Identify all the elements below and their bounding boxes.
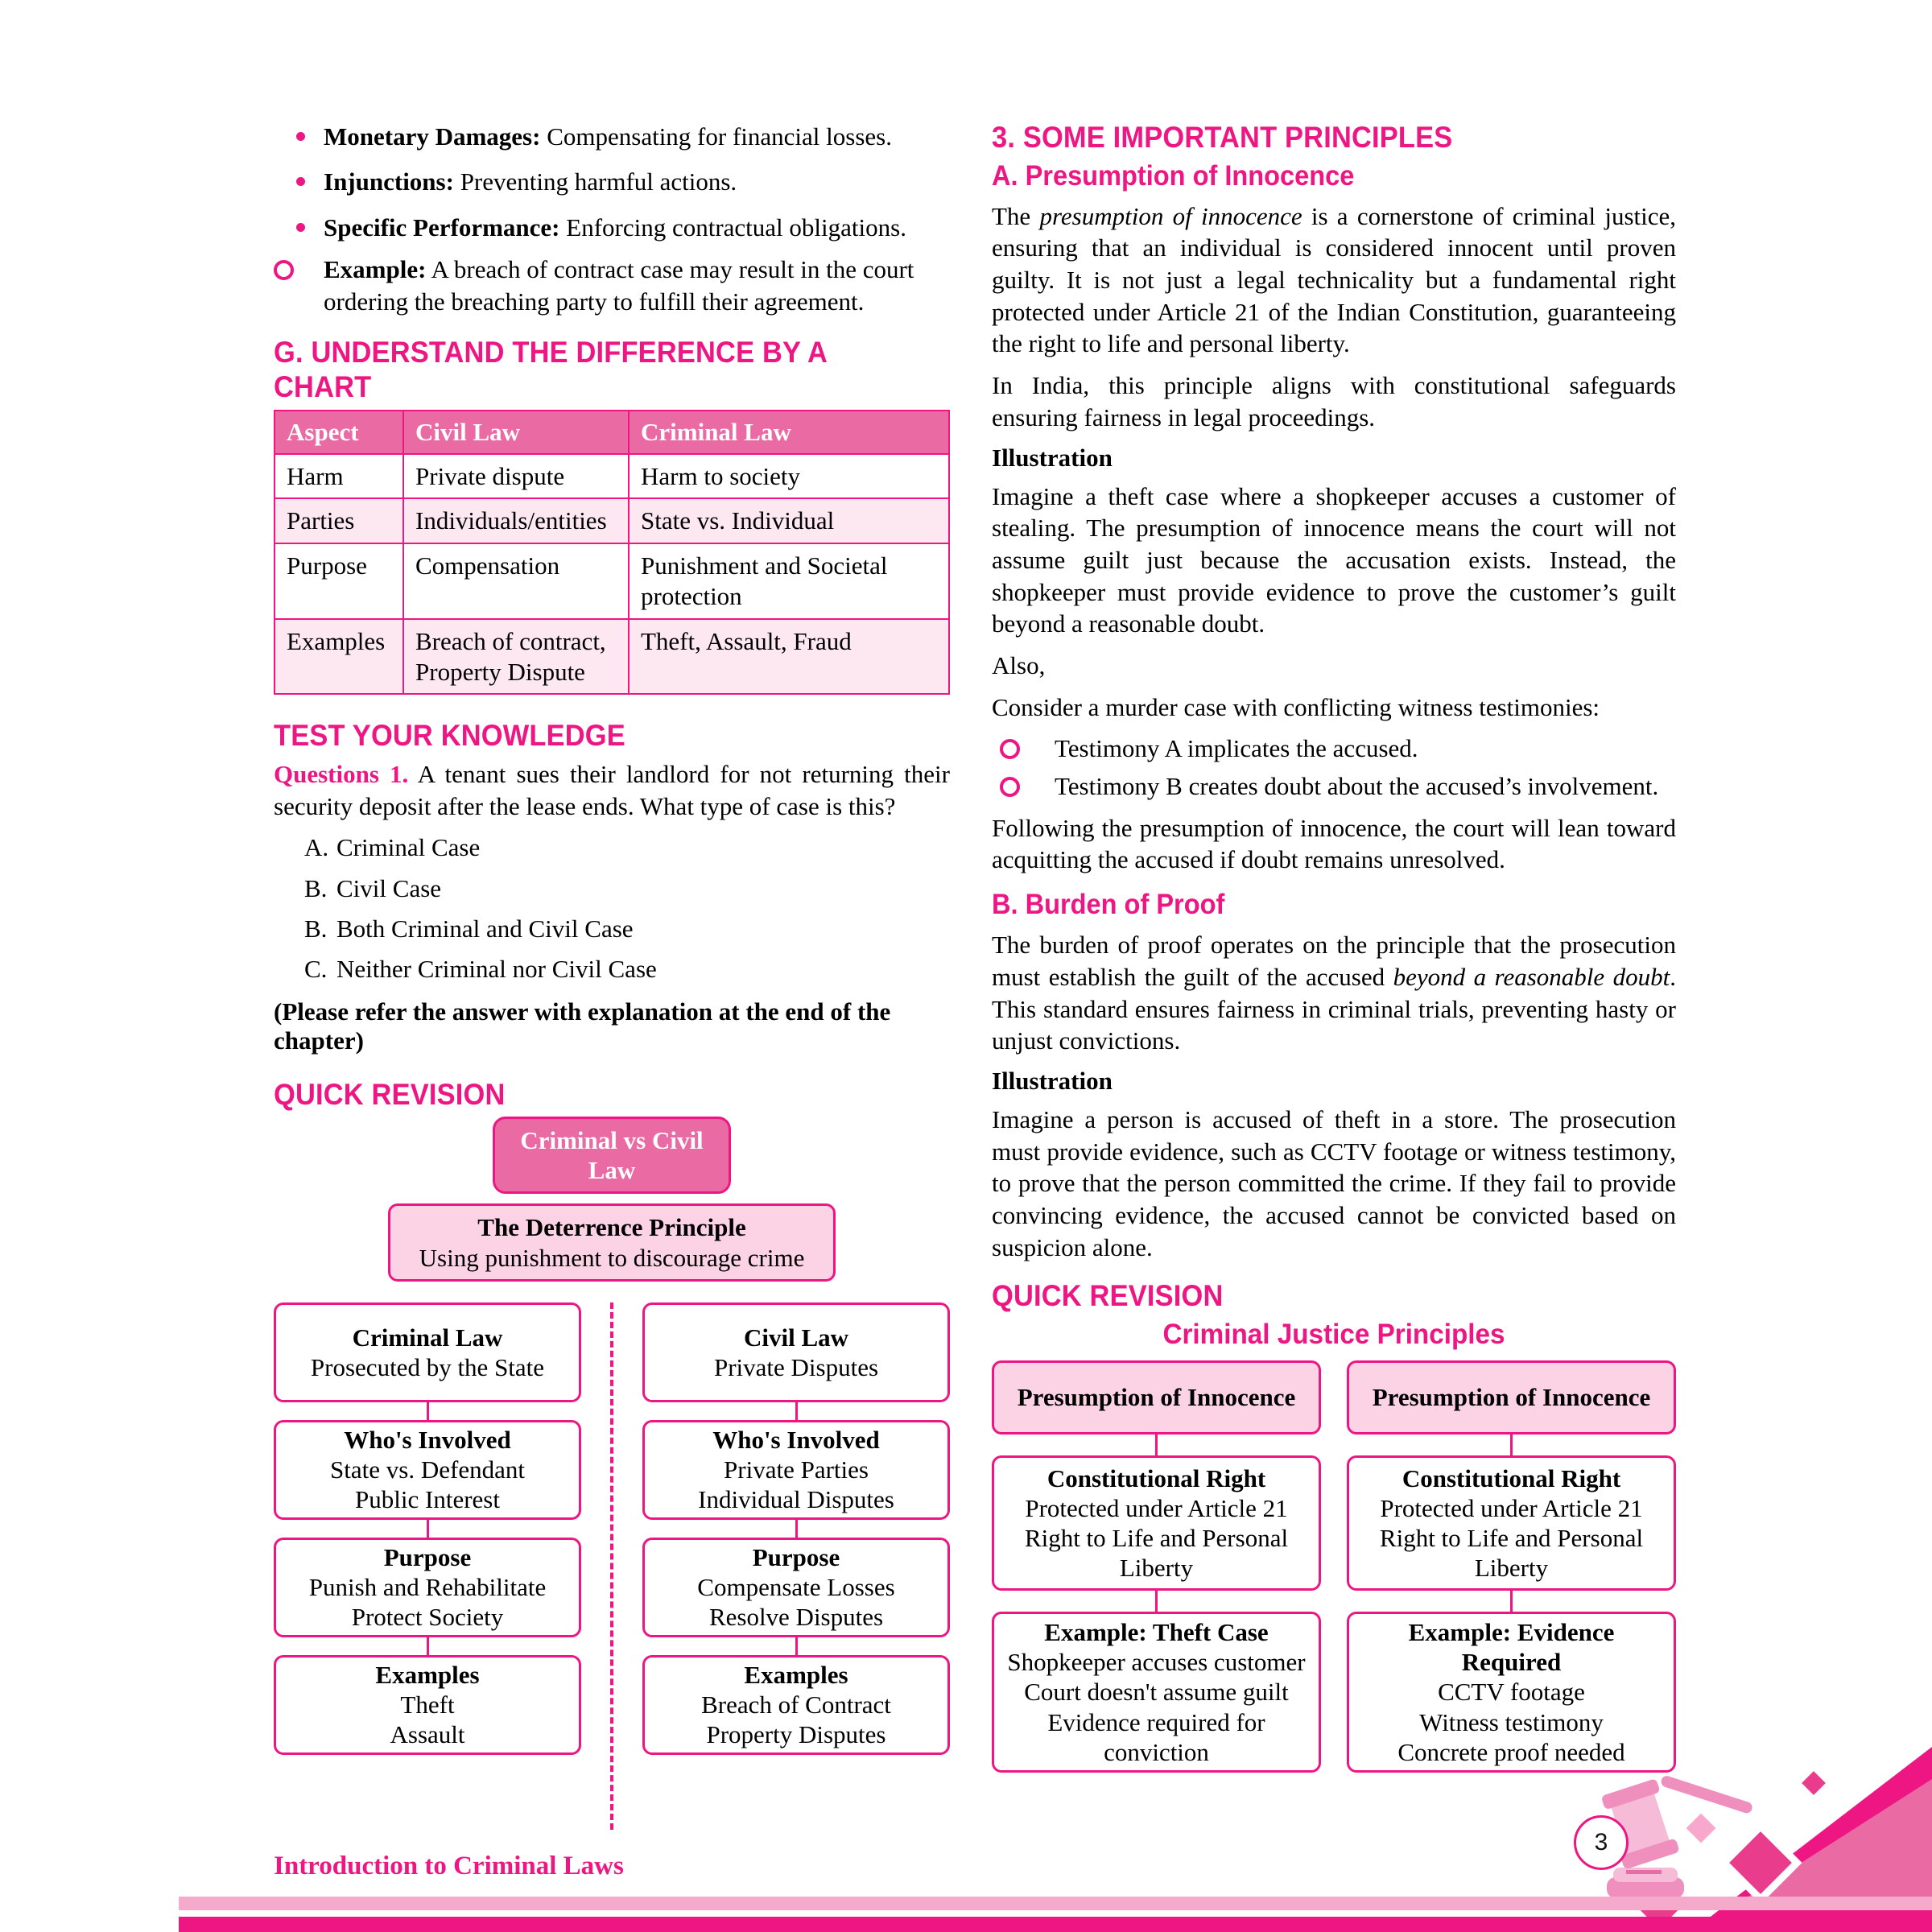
table-header-cell: Criminal Law xyxy=(629,411,949,454)
table-header-cell: Civil Law xyxy=(403,411,629,454)
table-cell: Harm xyxy=(275,454,403,499)
diagram-principle-node xyxy=(388,1203,836,1281)
example-lead: Example: xyxy=(324,254,427,283)
diagram-node-bottom xyxy=(992,1612,1321,1773)
principle-title: The Deterrence Principle xyxy=(477,1213,746,1242)
node-line: Private Parties xyxy=(724,1455,869,1484)
table-cell: State vs. Individual xyxy=(629,498,949,543)
diagram-node-middle xyxy=(992,1455,1321,1591)
diagram-node xyxy=(642,1420,950,1520)
murder-case-lead: Consider a murder case with conflicting witness testimonies: xyxy=(992,692,1600,721)
footer-bar-dark xyxy=(179,1917,1932,1932)
bullet-lead: Injunctions: xyxy=(324,167,454,196)
node-line: Resolve Disputes xyxy=(708,1603,884,1632)
table-cell: Parties xyxy=(275,498,403,543)
diagram-node-middle xyxy=(1347,1455,1676,1591)
option-text: Neither Criminal nor Civil Case xyxy=(336,955,657,984)
node-line: Assault xyxy=(390,1720,465,1749)
burden-illustration-text: Imagine a person is accused of theft in a store. The prosecution must provide evidence, such as CCTV footage or witness testimony, to prove that the person committed the crime. If they fail to provide convincing evidence, the accused cannot be convicted based on suspicion alone. xyxy=(992,1105,1676,1261)
footer-bar-light xyxy=(179,1897,1932,1910)
node-title: Who's Involved xyxy=(344,1426,511,1455)
diagram-branch-criminal xyxy=(274,1302,581,1755)
civil-criminal-comparison-table xyxy=(274,410,950,696)
node-title: Presumption of Innocence xyxy=(1017,1383,1296,1412)
diagram-node xyxy=(642,1655,950,1755)
table-header-row xyxy=(275,411,949,454)
subsection-a-heading: A. Presumption of Innocence xyxy=(992,159,1355,192)
para-post: . This standard ensures fairness in criminal trials, preventing hasty or unjust convictions. xyxy=(992,963,1676,1055)
testimony-list xyxy=(992,733,1676,803)
left-column xyxy=(274,121,950,1755)
quick-revision-heading-right: QUICK REVISION xyxy=(992,1279,1224,1313)
principles-section-heading: 3. SOME IMPORTANT PRINCIPLES xyxy=(992,121,1453,154)
list-item[interactable] xyxy=(274,873,950,905)
diagram-connector xyxy=(795,1402,798,1420)
node-line: State vs. Defendant xyxy=(330,1455,525,1484)
table-row xyxy=(275,543,949,619)
node-title: Example: Theft Case xyxy=(1044,1618,1269,1647)
diagram-branch-civil xyxy=(642,1302,950,1755)
node-line: Public Interest xyxy=(355,1485,500,1514)
node-title: Constitutional Right xyxy=(1402,1463,1621,1492)
diagram-divider xyxy=(610,1302,613,1830)
diagram-node xyxy=(642,1302,950,1402)
node-line: Right to Life and Personal xyxy=(1024,1523,1289,1552)
test-knowledge-heading: TEST YOUR KNOWLEDGE xyxy=(274,719,625,753)
testimony-text: Testimony B creates doubt about the accused’s involvement. xyxy=(1055,771,1659,800)
principle-detail: Using punishment to discourage crime xyxy=(419,1243,805,1272)
list-item[interactable] xyxy=(274,953,950,985)
chart-section-heading: G. UNDERSTAND THE DIFFERENCE BY A CHART xyxy=(274,336,827,404)
criminal-justice-diagram xyxy=(992,1360,1676,1773)
option-label: B. xyxy=(304,914,328,943)
diagram-column-right xyxy=(1347,1360,1676,1773)
example-text: A breach of contract case may result in the court ordering the breaching party to fulfill their agreement. xyxy=(324,254,914,316)
option-text: Civil Case xyxy=(336,873,442,902)
list-item xyxy=(274,212,950,244)
node-line: Protect Society xyxy=(351,1603,504,1632)
list-item xyxy=(992,770,1676,803)
option-label: B. xyxy=(304,873,328,902)
para-pre: The burden of proof operates on the principle that the prosecution must establish the guilt of the accused xyxy=(992,931,1676,992)
illustration-label-a: Illustration xyxy=(992,443,1113,472)
testimony-text: Testimony A implicates the accused. xyxy=(1055,734,1418,763)
node-title: Examples xyxy=(744,1661,848,1690)
justice-principles-title: Criminal Justice Principles xyxy=(1162,1318,1505,1350)
question-paragraph xyxy=(274,758,950,822)
table-cell: Compensation xyxy=(403,543,629,619)
node-line: Breach of Contract xyxy=(701,1690,891,1719)
diagram-root-node xyxy=(493,1117,731,1194)
quick-revision-heading-left: QUICK REVISION xyxy=(274,1077,506,1111)
table-cell: Individuals/entities xyxy=(403,498,629,543)
option-label: A. xyxy=(304,833,329,862)
table-row xyxy=(275,619,949,695)
diagram-node xyxy=(274,1302,581,1402)
node-line: Right to Life and Personal xyxy=(1379,1523,1644,1552)
node-title: Example: Evidence Required xyxy=(1408,1618,1615,1677)
list-item xyxy=(992,733,1676,765)
node-title: Examples xyxy=(375,1661,480,1690)
para-italic: beyond a reasonable doubt xyxy=(1393,963,1670,992)
diagram-connector xyxy=(427,1402,429,1420)
example-callout-list xyxy=(274,254,950,319)
diagram-node xyxy=(274,1420,581,1520)
illustration-label-b: Illustration xyxy=(992,1067,1113,1096)
diagram-node-top xyxy=(1347,1360,1676,1435)
diagram-node xyxy=(274,1655,581,1755)
bullet-text: Preventing harmful actions. xyxy=(453,167,737,196)
diagram-connector xyxy=(1155,1591,1158,1612)
option-text: Criminal Case xyxy=(336,833,481,862)
node-line: Evidence required for xyxy=(1047,1707,1265,1736)
table-cell: Harm to society xyxy=(629,454,949,499)
node-line: Theft xyxy=(400,1690,455,1719)
table-cell: Examples xyxy=(275,619,403,695)
bullet-text: Compensating for financial losses. xyxy=(540,122,892,151)
list-item xyxy=(274,121,950,153)
diagram-node xyxy=(274,1538,581,1637)
question-text: A tenant sues their landlord for not returning their security deposit after the lease ends. What type of case is this? xyxy=(274,760,950,820)
diagram-connector xyxy=(1155,1435,1158,1455)
node-line: Concrete proof needed xyxy=(1397,1737,1625,1766)
burden-paragraph-1 xyxy=(992,929,1676,1057)
para-pre: The xyxy=(992,201,1040,230)
para-italic: presumption of innocence xyxy=(1039,201,1302,230)
list-item[interactable] xyxy=(274,832,950,864)
table-header-cell: Aspect xyxy=(275,411,403,454)
node-title: Purpose xyxy=(383,1543,472,1572)
node-line: Protected under Article 21 xyxy=(1380,1493,1643,1522)
node-title: Who's Involved xyxy=(712,1426,880,1455)
table-row xyxy=(275,498,949,543)
node-line: Protected under Article 21 xyxy=(1025,1493,1288,1522)
node-line: Liberty xyxy=(1474,1554,1549,1583)
diagram-node-top xyxy=(992,1360,1321,1435)
node-line: Private Disputes xyxy=(713,1352,879,1381)
table-cell: Private dispute xyxy=(403,454,629,499)
node-line: CCTV footage xyxy=(1438,1678,1585,1707)
page-number-badge: 3 xyxy=(1574,1815,1629,1870)
node-title: Constitutional Right xyxy=(1046,1463,1266,1492)
mcq-option-list xyxy=(274,832,950,985)
subsection-b-heading: B. Burden of Proof xyxy=(992,889,1225,921)
table-cell: Breach of contract, Property Dispute xyxy=(403,619,629,695)
list-item[interactable] xyxy=(274,913,950,945)
criminal-vs-civil-diagram xyxy=(274,1117,950,1755)
node-title: Presumption of Innocence xyxy=(1372,1383,1651,1412)
diagram-column-left xyxy=(992,1360,1321,1773)
table-cell: Purpose xyxy=(275,543,403,619)
presumption-paragraph-1 xyxy=(992,200,1676,360)
diagram-root-label: Criminal vs Civil Law xyxy=(520,1126,704,1185)
bullet-text: Enforcing contractual obligations. xyxy=(559,213,906,242)
list-item xyxy=(274,166,950,198)
node-line: Individual Disputes xyxy=(698,1485,894,1514)
diagram-connector xyxy=(795,1520,798,1538)
list-item xyxy=(274,254,950,319)
diagram-connector xyxy=(1510,1591,1513,1612)
answer-reference-note: (Please refer the answer with explanation at the end of the chapter) xyxy=(274,997,891,1055)
option-text: Both Criminal and Civil Case xyxy=(336,914,634,943)
chapter-footer-title: Introduction to Criminal Laws xyxy=(274,1852,624,1880)
node-title: Criminal Law xyxy=(352,1323,503,1352)
also-text: Also, xyxy=(992,650,1046,679)
table-cell: Punishment and Societal protection xyxy=(629,543,949,619)
node-line: Witness testimony xyxy=(1419,1707,1604,1736)
diagram-connector xyxy=(795,1637,798,1655)
table-cell: Theft, Assault, Fraud xyxy=(629,619,949,695)
remedies-bullet-list xyxy=(274,121,950,244)
node-line: Punish and Rehabilitate xyxy=(308,1573,547,1602)
presumption-illustration-text: Imagine a theft case where a shopkeeper accuses a customer of stealing. The presumption of innocence means the court will not assume guilt just because the accusation exists. Instead, the shopkeeper must provide evidence to prove the customer’s guilt beyond a reasonable doubt. xyxy=(992,481,1676,638)
table-row xyxy=(275,454,949,499)
presumption-conclusion: Following the presumption of innocence, the court will lean toward acquitting the accused if doubt remains unresolved. xyxy=(992,813,1676,874)
diagram-connector xyxy=(427,1637,429,1655)
node-line: Court doesn't assume guilt xyxy=(1024,1678,1289,1707)
node-line: Compensate Losses xyxy=(697,1573,895,1602)
question-lead: Questions 1. xyxy=(274,760,409,788)
node-line: Shopkeeper accuses customer xyxy=(1007,1648,1306,1677)
node-line: Prosecuted by the State xyxy=(310,1352,545,1381)
bullet-lead: Monetary Damages: xyxy=(324,122,541,151)
node-title: Purpose xyxy=(752,1543,840,1572)
diagram-node xyxy=(642,1538,950,1637)
para-post: is a cornerstone of criminal justice, ensuring that an individual is considered innocent until proven guilty. It is not just a legal technicality but a fundamental right protected under Article 21 of the Indian Constitution, guaranteeing the right to life and personal liberty. xyxy=(992,201,1676,358)
node-line: Liberty xyxy=(1119,1554,1194,1583)
right-column xyxy=(992,121,1676,1773)
node-line: Property Disputes xyxy=(706,1720,886,1749)
presumption-paragraph-2: In India, this principle aligns with constitutional safeguards ensuring fairness in legal proceedings. xyxy=(992,371,1676,431)
diagram-connector xyxy=(1510,1435,1513,1455)
node-title: Civil Law xyxy=(743,1323,849,1352)
diagram-connector xyxy=(427,1520,429,1538)
node-line: conviction xyxy=(1104,1737,1209,1766)
bullet-lead: Specific Performance: xyxy=(324,213,560,242)
option-label: C. xyxy=(304,955,328,984)
